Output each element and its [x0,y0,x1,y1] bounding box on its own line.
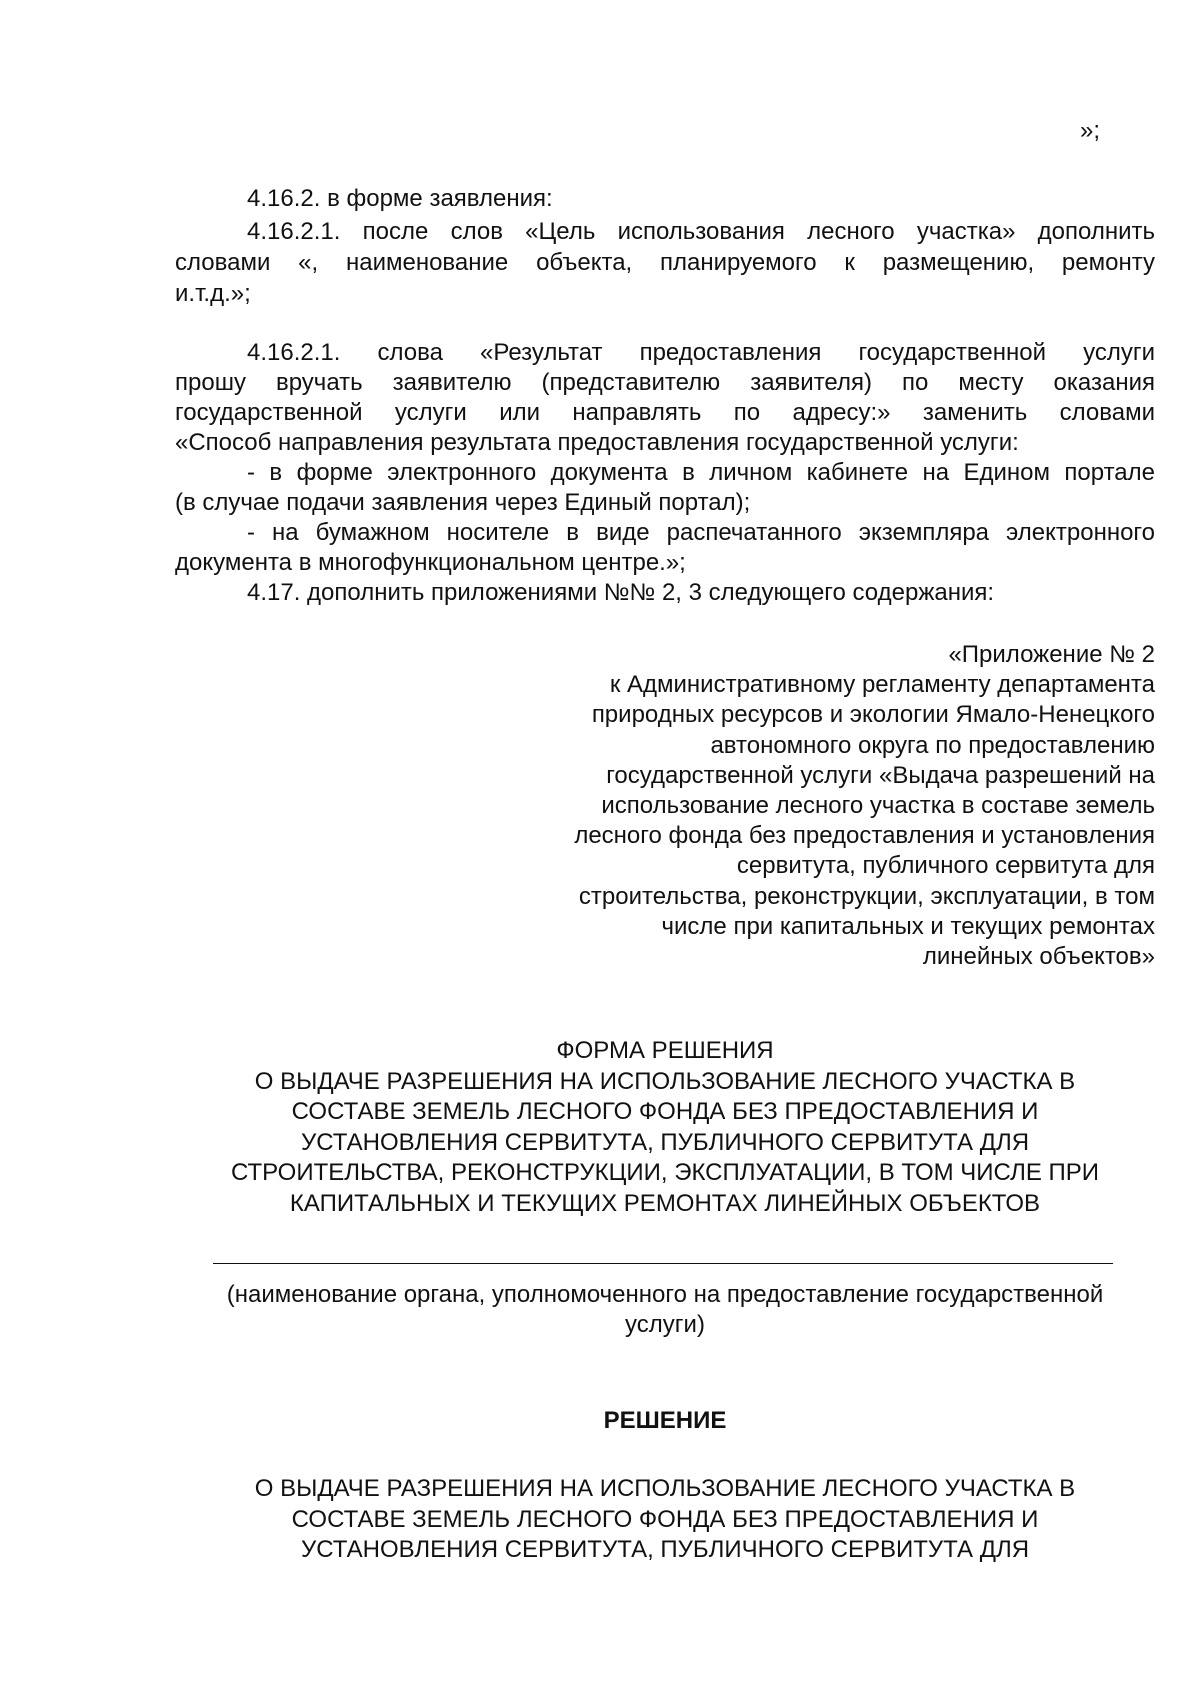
paragraph-line: 4.16.2.1. слова «Результат предоставления государственной услуги [247,339,1155,366]
decision-heading: РЕШЕНИЕ [603,1407,727,1434]
paragraph-line: словами «, наименование объекта, планируемого к размещению, ремонту [175,249,1155,276]
paragraph-line: - на бумажном носителе в виде распечатанного экземпляра электронного [247,519,1155,546]
appendix-line: использование лесного участка в составе земель [601,792,1155,820]
decision-subtitle-line: УСТАНОВЛЕНИЯ СЕРВИТУТА, ПУБЛИЧНОГО СЕРВИТУТА ДЛЯ [300,1536,1030,1563]
paragraph-4-16-2 [175,183,1155,214]
appendix-line: государственной услуги «Выдача разрешений на [606,761,1155,789]
paragraph-4-16-2-1-a [175,216,1155,309]
appendix-line: лесного фонда без предоставления и установления [574,822,1155,850]
paragraph-line: 4.16.2.1. после слов «Цель использования лесного участка» дополнить [247,218,1155,245]
paragraph-line: государственной услуги или направлять по адресу:» заменить словами [175,399,1155,426]
form-title-line: СТРОИТЕЛЬСТВА, РЕКОНСТРУКЦИИ, ЭКСПЛУАТАЦИИ, В ТОМ ЧИСЛЕ ПРИ [230,1159,1100,1186]
appendix-line: автономного округа по предоставлению [710,731,1155,759]
decision-subtitle-line: О ВЫДАЧЕ РАЗРЕШЕНИЯ НА ИСПОЛЬЗОВАНИЕ ЛЕСНОГО УЧАСТКА В [254,1475,1076,1502]
paragraph-line: документа в многофункциональном центре.»; [175,549,686,576]
form-title-line: О ВЫДАЧЕ РАЗРЕШЕНИЯ НА ИСПОЛЬЗОВАНИЕ ЛЕСНОГО УЧАСТКА В [254,1067,1076,1095]
caption-line: (наименование органа, уполномоченного на предоставление государственной [226,1281,1104,1308]
paragraph-line: - в форме электронного документа в личном кабинете на Едином портале [247,459,1155,486]
paragraph-4-16-2-1-b [175,338,1155,608]
appendix-line: строительства, реконструкции, эксплуатации, в том [578,882,1155,910]
authority-caption [175,1280,1155,1340]
form-title-line: СОСТАВЕ ЗЕМЕЛЬ ЛЕСНОГО ФОНДА БЕЗ ПРЕДОСТАВЛЕНИЯ И [291,1098,1039,1125]
appendix-line: числе при капитальных и текущих ремонтах [661,912,1155,940]
form-title [175,1036,1155,1219]
caption-line: услуги) [625,1311,705,1338]
paragraph-line: прошу вручать заявителю (представителю заявителя) по месту оказания [175,369,1155,396]
paragraph-line: (в случае подачи заявления через Единый портал); [175,489,751,516]
appendix-line: природных ресурсов и экологии Ямало-Ненецкого [591,701,1155,729]
paragraph-line: и.т.д.»; [175,280,251,307]
decision-subtitle [175,1474,1155,1566]
form-title-line: ФОРМА РЕШЕНИЯ [556,1037,774,1064]
decision-subtitle-line: СОСТАВЕ ЗЕМЕЛЬ ЛЕСНОГО ФОНДА БЕЗ ПРЕДОСТАВЛЕНИЯ И [291,1505,1039,1533]
appendix-heading [515,640,1155,972]
form-title-line: КАПИТАЛЬНЫХ И ТЕКУЩИХ РЕМОНТАХ ЛИНЕЙНЫХ ОБЪЕКТОВ [289,1189,1041,1217]
paragraph-line: 4.16.2. в форме заявления: [247,185,553,212]
appendix-line: «Приложение № 2 [948,641,1155,668]
paragraph-line: 4.17. дополнить приложениями №№ 2, 3 следующего содержания: [247,579,995,606]
form-title-line: УСТАНОВЛЕНИЯ СЕРВИТУТА, ПУБЛИЧНОГО СЕРВИТУТА ДЛЯ [300,1128,1030,1156]
appendix-line: линейных объектов» [922,943,1155,971]
appendix-line: сервитута, публичного сервитута для [736,852,1155,880]
authority-name-line [213,1263,1113,1264]
paragraph-line: «Способ направления результата предоставления государственной услуги: [175,429,1019,456]
closing-quote: »; [1080,117,1101,144]
appendix-line: к Административному регламенту департамента [609,671,1155,699]
